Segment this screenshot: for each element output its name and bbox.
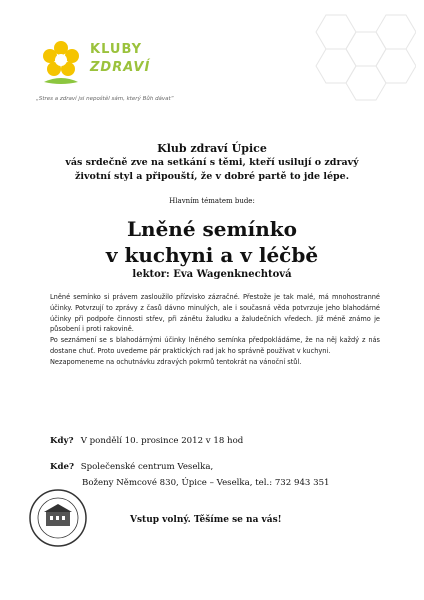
where-line2: Boženy Němcové 830, Úpice – Veselka, tel.: 732 943 351 [82, 478, 330, 488]
invitation-line2: životní styl a připouští, že v dobré partě to jde lépe. [74, 171, 349, 182]
description [50, 292, 380, 368]
description-paragraph-1: Lněné semínko si právem zasloužilo přízvisko zázračné. Přestože je tak malé, má mnohostranné účinky. Potvrzují to zprávy z časů dávno minulých, ale i současná věda potvrzuje jeho blahodárné účinky při podpoře činnosti střev, při zánětu žaludku a žaludečních vředech. Již méně známo je působení i proti rakovině. [50, 293, 380, 334]
hexagon-decoration [296, 10, 416, 124]
logo-tagline: „Stres a zdraví jsi nepoštěl sám, který Bůh dávat“ [36, 96, 174, 102]
theme-label: Hlavním tématem bude: [169, 197, 255, 205]
where-line1: Společenské centrum Veselka, [80, 462, 214, 472]
club-name: Klub zdraví Úpice [157, 142, 267, 155]
veselka-stamp [28, 488, 88, 548]
logo-line1: KLUBY [90, 42, 143, 57]
free-entry: Vstup volný. Těšíme se na vás! [130, 515, 282, 525]
title-line2: v kuchyni a v léčbě [105, 243, 319, 267]
logo-line2: ZDRAVÍ [90, 60, 151, 75]
invitation-line1: vás srdečně zve na setkání s těmi, kteří usilují o zdravý [65, 157, 359, 168]
where-label: Kde? [50, 462, 74, 472]
flower-icon [36, 38, 86, 88]
lecturer: lektor: Eva Wagenknechtová [132, 269, 292, 280]
description-paragraph-2: Po seznámení se s blahodárnými účinky lněného semínka předpokládáme, že na něj každý z nás dostane chuť. Proto uvedeme pár praktických rad jak ho správně používat v kuchyni. [50, 336, 380, 355]
description-paragraph-3: Nezapomeneme na ochutnávku zdravých pokrmů tentokrát na vánoční stůl. [50, 357, 302, 366]
title-line1: Lněné semínko [126, 217, 298, 241]
where-row [50, 462, 213, 472]
kluby-zdravi-logo [36, 38, 186, 98]
when-value: V pondělí 10. prosince 2012 v 18 hod [80, 436, 244, 446]
when-row [50, 436, 243, 446]
when-label: Kdy? [50, 436, 74, 446]
